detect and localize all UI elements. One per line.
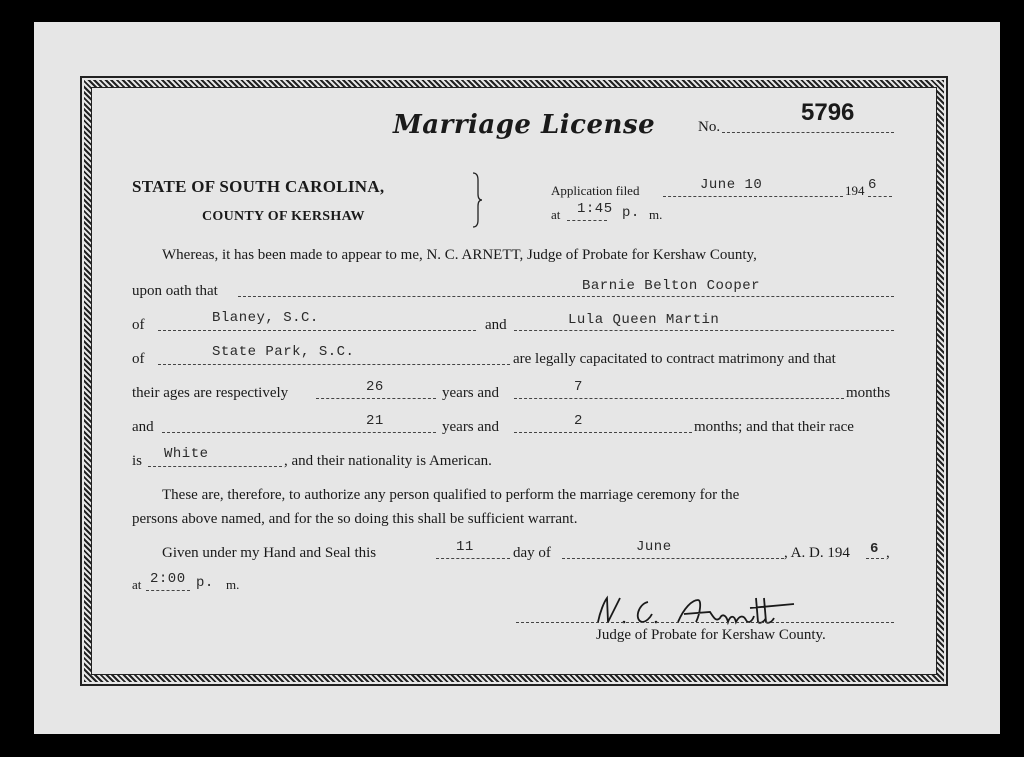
ad-text: , A. D. 194 [784, 545, 850, 561]
groom-name: Barnie Belton Cooper [582, 278, 761, 294]
application-year-line [868, 196, 892, 197]
given-at-label: at [132, 577, 142, 592]
race-line [148, 466, 282, 467]
given-comma: , [886, 545, 890, 561]
given-day-line [436, 558, 510, 559]
day-of-text: day of [513, 545, 551, 561]
of-label-1: of [132, 317, 145, 333]
county-heading: COUNTY OF KERSHAW [202, 209, 365, 224]
bride-age-years: 21 [366, 413, 384, 429]
groom-age-years-line [316, 398, 436, 399]
given-year-digit: 6 [870, 541, 879, 557]
bride-residence: State Park, S.C. [212, 344, 355, 360]
groom-name-line [238, 296, 894, 297]
nationality-text: , and their nationality is American. [284, 453, 492, 469]
authorize-line-1: These are, therefore, to authorize any person qualified to perform the marriage ceremony for the [162, 487, 740, 503]
ages-text: their ages are respectively [132, 385, 289, 401]
years-and-1: years and [442, 385, 500, 401]
is-label: is [132, 453, 143, 469]
of-label-2: of [132, 351, 145, 367]
groom-age-months: 7 [574, 379, 583, 395]
authorize-line-2: persons above named, and for the so doing this shall be sufficient warrant. [132, 511, 578, 527]
application-time: 1:45 [577, 201, 613, 217]
months-label: months [846, 385, 891, 401]
document-title: Marriage License [393, 110, 656, 140]
at-label: at [551, 207, 561, 222]
application-year: 194 [845, 183, 865, 198]
bride-age-months: 2 [574, 413, 583, 429]
application-date-line [663, 196, 843, 197]
application-year-digit: 6 [868, 177, 877, 193]
months-race-text: months; and that their race [694, 419, 854, 435]
application-time-line [567, 220, 607, 221]
license-number: 5796 [801, 99, 855, 126]
given-year-line [866, 558, 884, 559]
given-text: Given under my Hand and Seal this [162, 545, 377, 561]
judge-title: Judge of Probate for Kershaw County. [596, 627, 826, 643]
race-value: White [164, 446, 209, 462]
given-day: 11 [456, 539, 474, 555]
and-label: and [485, 317, 507, 333]
groom-age-months-line [514, 398, 844, 399]
application-date: June 10 [700, 177, 763, 193]
given-ampm: p. [196, 575, 214, 591]
bride-name-line [514, 330, 894, 331]
bride-name: Lula Queen Martin [568, 312, 720, 328]
signature-line [516, 622, 894, 623]
bride-age-years-line [162, 432, 436, 433]
and-line-label: and [132, 419, 154, 435]
given-time-line [146, 590, 190, 591]
given-month-line [562, 558, 784, 559]
state-heading: STATE OF SOUTH CAROLINA, [132, 177, 385, 196]
upon-oath-label: upon oath that [132, 283, 218, 299]
number-label: No. [698, 119, 721, 135]
inner-border [91, 87, 937, 675]
groom-age-years: 26 [366, 379, 384, 395]
application-ampm: p. [622, 205, 640, 221]
number-line [722, 132, 894, 133]
application-m: m. [649, 207, 663, 222]
bride-residence-line [158, 364, 510, 365]
given-m: m. [226, 577, 240, 592]
given-time: 2:00 [150, 571, 186, 587]
groom-residence-line [158, 330, 476, 331]
given-month: June [636, 539, 672, 555]
whereas-text: Whereas, it has been made to appear to me, N. C. ARNETT, Judge of Probate for Kershaw County, [162, 247, 757, 263]
bride-age-months-line [514, 432, 692, 433]
capacitated-text: are legally capacitated to contract matrimony and that [513, 351, 836, 367]
groom-residence: Blaney, S.C. [212, 310, 319, 326]
application-label: Application filed [551, 183, 640, 198]
years-and-2: years and [442, 419, 500, 435]
brace-icon [472, 172, 482, 228]
